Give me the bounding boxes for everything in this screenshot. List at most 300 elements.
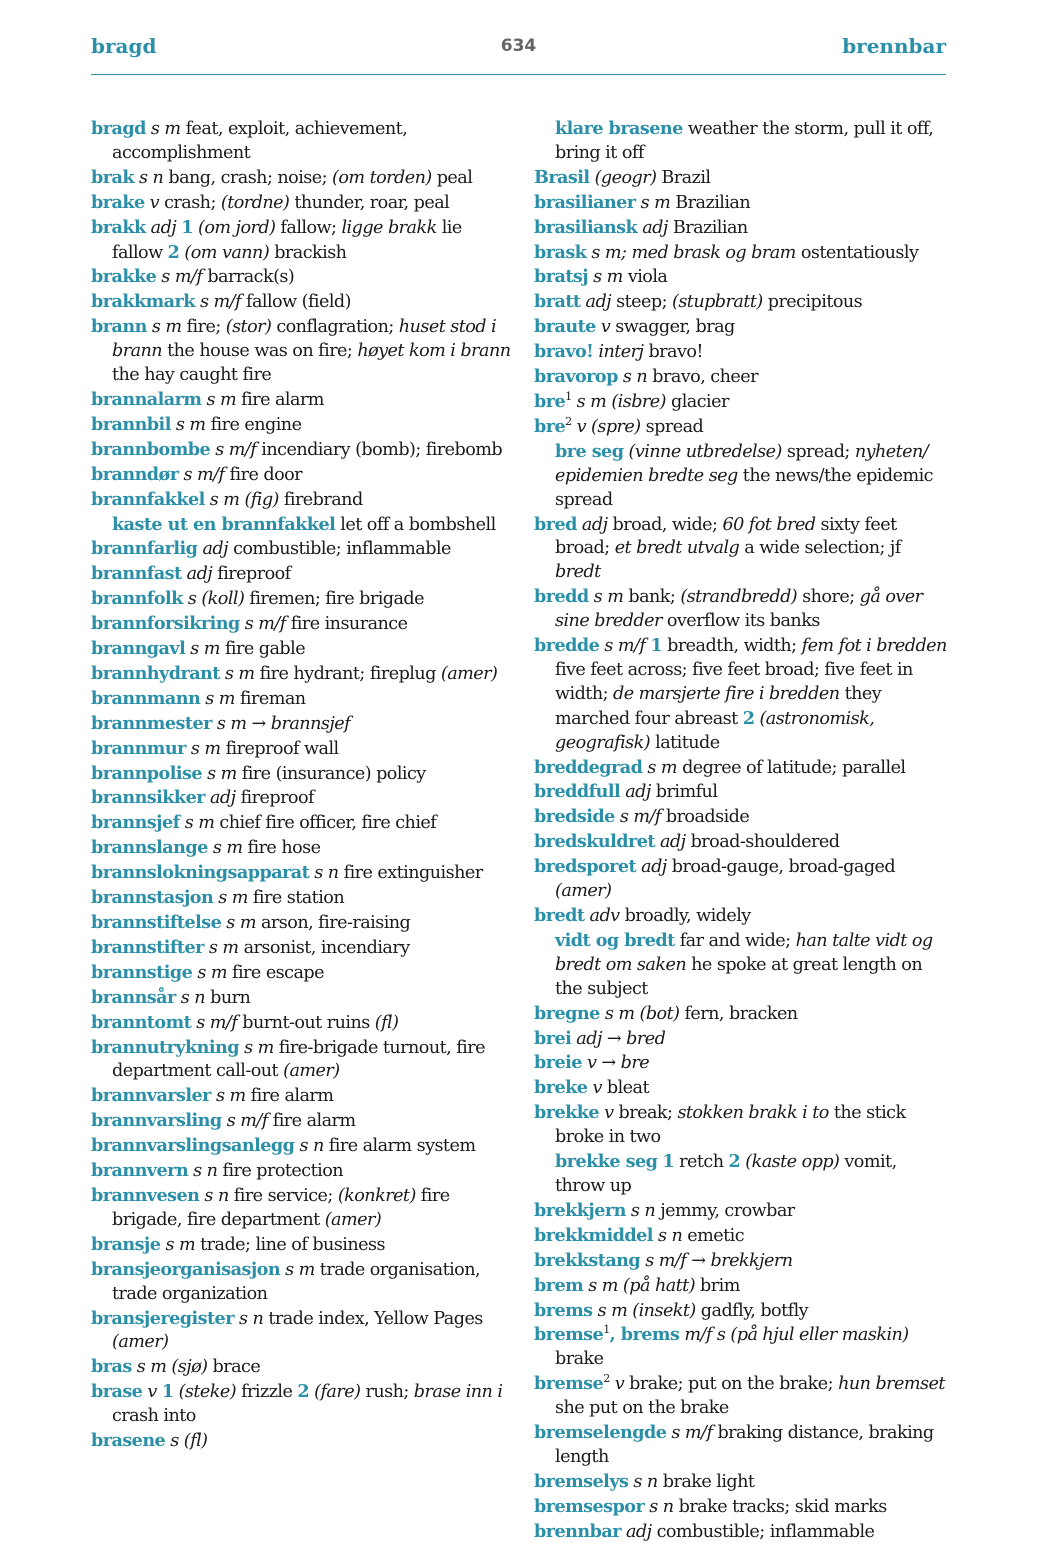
grammar-label: høyet kom i brann [357,341,511,362]
definition-text: burnt-out ruins [237,1012,375,1033]
definition-text: the hay caught fire [112,365,272,386]
grammar-label: s m [218,888,248,909]
grammar-label: s n [139,167,164,188]
definition-text: viola [622,267,668,288]
sub-entry [534,117,948,166]
definition-text: overflow its banks [661,611,820,632]
grammar-label: s n [630,1200,656,1221]
definition-text: steep; [611,292,672,313]
grammar-label: s m/f [671,1423,713,1444]
dictionary-entry [534,1323,948,1372]
sub-entry [91,513,511,538]
grammar-label: adj [625,782,651,803]
headword: brei [534,1027,572,1049]
grammar-label: s m [285,1259,315,1280]
dictionary-entry [91,1159,511,1184]
headword: branndør [91,463,179,485]
definition-text: crash; [159,192,221,213]
grammar-label: s m/f [183,464,225,485]
definition-text: ostentatiously [795,242,919,263]
headword: brekkstang [534,1249,641,1271]
headword: brekkmiddel [534,1224,653,1246]
grammar-label: s m/f [196,1012,238,1033]
headword: branntomt [91,1011,192,1033]
headword: brase [91,1381,143,1403]
dictionary-entry [91,117,511,166]
homograph-number: 2 [565,415,572,429]
grammar-label: adj [150,217,177,238]
dictionary-entry [91,463,511,488]
homograph-number: 1 [603,1323,610,1337]
grammar-label: gå over sine bredder [555,587,923,632]
dictionary-entry [91,537,511,562]
grammar-label: s n [204,1185,229,1206]
sense-number: 2 [742,707,755,729]
headword: branngavl [91,638,186,660]
grammar-label: adj [641,857,667,878]
grammar-label: s m [647,757,678,778]
headword: brannalarm [91,388,202,410]
grammar-label: v [604,1103,614,1124]
definition-text: swagger, brag [610,317,735,338]
headword: bravo! [534,341,594,363]
definition-text: spread; [781,441,855,462]
dictionary-entry [91,986,511,1011]
grammar-label: v [147,1382,157,1403]
definition-text: the stick broke in two [555,1103,906,1148]
dictionary-entry [534,415,948,440]
grammar-label: (amer) [555,881,612,902]
headword: brannslokningsapparat [91,862,310,884]
dictionary-entry [91,612,511,637]
dictionary-entry [91,637,511,662]
headword: brem [534,1274,584,1296]
headword: bremse [534,1373,604,1395]
dictionary-entry [91,712,511,737]
definition-text: crash into [112,1406,196,1427]
grammar-label: (om torden) [332,167,432,188]
sense-number: 2 [167,241,180,263]
definition-text: fire extinguisher [338,863,483,884]
dictionary-entry [91,1134,511,1159]
definition-text: fireproof [235,788,314,809]
grammar-label: stokken brakk i to [677,1103,829,1124]
right-column [534,117,948,1545]
dictionary-entry [534,1421,948,1470]
sense-number: 2 [297,1381,310,1403]
grammar-label: de marsjerte fire i bredden [613,683,840,704]
headword: breddfull [534,781,621,803]
grammar-label: s m [190,639,220,660]
headword: brannvarslingsanlegg [91,1135,295,1157]
dictionary-entry [534,1520,948,1545]
dictionary-entry [91,1355,511,1380]
headword: bregne [534,1002,600,1024]
headword: vidt og bredt [555,929,675,951]
dictionary-entry [534,585,948,634]
headword: brake [91,191,145,213]
headword: bravorop [534,366,618,388]
definition-text: barrack(s) [202,267,295,288]
grammar-label: v [586,1053,597,1074]
headword: bredde [534,635,600,657]
definition-text: fire alarm system [323,1136,476,1157]
definition-text: shore; [797,587,860,608]
grammar-label: adv [589,906,620,926]
definition-text: fire escape [226,962,324,983]
headword: brannvarsler [91,1085,211,1107]
grammar-label: m/f s (på hjul eller maskin) [684,1325,909,1346]
grammar-label: nyheten/ epidemien bredte seg [555,441,929,486]
sub-entry [534,929,948,1002]
dictionary-entry [91,1036,511,1085]
dictionary-entry [91,836,511,861]
grammar-label: s m [207,763,237,784]
grammar-label: v [614,1374,625,1395]
grammar-label: (kaste opp) [745,1152,840,1173]
headword: brann [91,316,147,338]
headword: bremselengde [534,1422,667,1444]
dictionary-entry [91,438,511,463]
definition-text: broad-gauge, broad-gaged [666,857,896,878]
grammar-label: s m [212,838,243,859]
grammar-label: s m/f [226,1111,268,1132]
headword: bransje [91,1233,161,1255]
grammar-label: s m [224,663,255,684]
grammar-label: s m [150,119,181,139]
headword: breddegrad [534,756,643,778]
headword: brask [534,241,587,263]
dictionary-entry [91,562,511,587]
definition-text: combustible; inflammable [651,1521,875,1542]
dictionary-entry [91,388,511,413]
grammar-label: s m [165,1234,196,1255]
grammar-label: (geogr) [594,167,657,188]
definition-text: bravo, cheer [647,367,758,388]
dictionary-entry [534,513,948,586]
dictionary-entry [534,1299,948,1324]
grammar-label: 60 fot bred [722,514,816,535]
dictionary-entry [91,1184,511,1233]
definition-text: fire door [224,464,303,485]
page-header [91,30,946,75]
grammar-label: s m/f [604,636,646,657]
headword: bras [91,1356,132,1378]
headword: brannmester [91,712,212,734]
dictionary-entry [91,290,511,315]
grammar-label: s m [208,937,239,958]
headword: brannvesen [91,1184,200,1206]
grammar-label: bred [626,1028,666,1049]
headword: brannsjef [91,812,180,834]
dictionary-entry [534,1002,948,1027]
definition-text: braking distance, braking length [555,1423,934,1467]
definition-text: fire service; [228,1185,338,1206]
dictionary-entry [534,390,948,415]
dictionary-entry [534,1199,948,1224]
grammar-label: s m [226,913,256,933]
dictionary-entry [534,265,948,290]
definition-text: let off a bombshell [335,514,496,535]
dictionary-entry [91,762,511,787]
grammar-label: adj [209,788,236,809]
headword: , brems [609,1324,680,1346]
definition-text: brake light [657,1471,755,1492]
headword: bred [534,513,577,535]
grammar-label: (amer) [112,1332,169,1353]
definition-text: → [686,1250,711,1271]
grammar-label: (stor) [225,317,272,338]
grammar-label: adj [581,514,608,535]
definition-text: jemmy, crowbar [655,1200,795,1221]
headword: brannslange [91,837,208,859]
dictionary-entry [534,1274,948,1299]
headword: bragd [91,118,146,139]
definition-text: spread [640,416,704,437]
dictionary-entry [534,634,948,756]
definition-text: bravo! [643,342,703,363]
definition-text: he spoke at great length on the subject [555,954,923,999]
headword: brannbil [91,413,171,435]
definition-text: fireproof wall [220,738,339,759]
dictionary-entry [91,1109,511,1134]
definition-text: fire protection [217,1161,344,1182]
dictionary-entry [534,290,948,315]
definition-text: brim [695,1275,740,1296]
grammar-label: s m/f [244,614,286,635]
dictionary-entry [534,756,948,781]
sense-number: 1 [181,216,193,238]
grammar-label: s m (sjø) [136,1357,208,1378]
grammar-label: s n [649,1496,674,1517]
dictionary-entry [91,886,511,911]
grammar-label: s n [238,1308,264,1329]
grammar-label: s m (isbre) [576,391,666,412]
headword: bransjeregister [91,1307,234,1329]
dictionary-entry [91,737,511,762]
grammar-label: s n [299,1136,324,1157]
definition-text: five feet across; five feet broad; five feet in width; [555,659,913,704]
grammar-label: (amer) [440,663,498,684]
definition-text: burn [205,987,251,1008]
definition-text: conflagration; [271,317,399,338]
headword: brannstasjon [91,887,214,909]
definition-text: feat, exploit, achievement, accomplishment [112,119,408,163]
headword: brannstiftelse [91,912,222,933]
grammar-label: brekkjern [710,1250,793,1271]
definition-text: fire brigade, fire department [112,1185,450,1230]
headword: brannfast [91,563,182,585]
definition-text: fire station [247,888,345,909]
headword: bremsespor [534,1495,645,1517]
sense-number: 1 [161,1381,174,1403]
headword: breke [534,1077,588,1099]
definition-text: fire (insurance) policy [236,763,426,784]
headword: bredside [534,806,615,828]
dictionary-entry [91,1011,511,1036]
headword: bremse [534,1324,604,1346]
definition-text: retch [674,1152,729,1173]
definition-text: trade; line of business [195,1234,385,1255]
headword: brekke [534,1102,600,1124]
headword: bremselys [534,1470,629,1492]
headword: brannforsikring [91,613,240,635]
dictionary-entry [91,216,511,266]
dictionary-entry [534,1372,948,1421]
definition-text: trade index, Yellow Pages [263,1308,483,1329]
headword: brannutrykning [91,1036,240,1058]
sub-entry [534,1150,948,1199]
headword: braute [534,316,596,338]
grammar-label: et bredt utvalg [614,538,740,559]
headword: brannvarsling [91,1110,222,1132]
dictionary-entry [91,1429,511,1454]
definition-text: incendiary (bomb); firebomb [256,439,503,460]
left-column [91,117,511,1454]
headword: kaste ut en brannfakkel [112,513,336,535]
definition-text: fire engine [205,414,302,435]
definition-text: fire hydrant; fireplug [254,663,441,684]
definition-text: → [596,1053,621,1074]
headword: brakk [91,216,146,238]
grammar-label: s m/f [645,1250,687,1271]
dictionary-entry [91,911,511,936]
grammar-label: adj [625,1521,652,1542]
grammar-label: s m [640,192,671,213]
definition-text: sixty feet broad; [555,514,897,559]
definition-text: Brazil [656,167,711,188]
grammar-label: s n [193,1161,218,1182]
definition-text: bleat [601,1078,649,1099]
headword: brasene [91,1430,166,1452]
definition-text: a wide selection; jf [739,538,901,559]
grammar-label: s m [593,587,624,608]
headword: brekkjern [534,1199,626,1221]
grammar-label: s m/f [215,439,257,460]
definition-text: broadly, widely [619,906,751,926]
grammar-label: v (spre) [576,416,641,437]
sub-entry [534,440,948,513]
definition-text: she put on the brake [555,1398,729,1419]
grammar-label: s n [657,1225,683,1246]
grammar-label: adj [576,1028,602,1049]
dictionary-entry [534,365,948,390]
grammar-label: (steke) [178,1382,237,1403]
headword: brannfolk [91,588,183,610]
headword: brannstige [91,961,193,983]
grammar-label: (konkret) [337,1185,416,1206]
definition-text: fire alarm [245,1086,334,1107]
headword: bre [534,390,566,412]
dictionary-entry [91,265,511,290]
definition-text: → [246,713,271,734]
headword: brannfarlig [91,538,198,560]
definition-text: Brazilian [667,217,748,238]
headword: bratsj [534,266,589,288]
headword: brennbar [534,1520,621,1542]
definition-text: lie fallow [112,217,462,263]
dictionary-entry [91,1380,511,1429]
headword: brasiliansk [534,216,638,238]
definition-text: glacier [665,391,729,412]
grammar-label: (tordne) [220,192,290,213]
definition-text: fire insurance [285,614,408,635]
dictionary-entry [91,961,511,986]
grammar-label: s m (insekt) [597,1300,696,1321]
headword: brannfakkel [91,488,205,510]
grammar-label: s m [175,414,206,435]
grammar-label: (om jord) [198,217,276,238]
definition-text: fallow (field) [240,292,351,313]
dictionary-entry [91,413,511,438]
headword: bredsporet [534,856,637,878]
definition-text: brake tracks; skid marks [673,1496,887,1517]
grammar-label: adj [585,292,612,313]
grammar-label: han talte vidt og bredt om saken [555,930,933,975]
dictionary-entry [534,780,948,805]
grammar-label: s (fl) [170,1431,208,1452]
definition-text: the news/the epidemic spread [555,465,933,510]
dictionary-entry [534,855,948,904]
definition-text: brace [207,1357,261,1378]
grammar-label: s m [206,389,237,410]
headword: brannsår [91,986,176,1008]
dictionary-entry [91,861,511,886]
definition-text: fallow; [275,217,342,238]
headword: brannpolise [91,762,203,784]
grammar-label: s n [633,1471,658,1492]
definition-text: brake; put on the brake; [624,1374,839,1395]
headword: brak [91,166,134,188]
grammar-label: s m [205,688,235,709]
grammar-label: (vinne utbredelse) [628,441,782,462]
grammar-label: s m/f [161,267,203,288]
headword: brannvern [91,1160,189,1182]
headword: brannmur [91,737,186,759]
grammar-label: s m (bot) [604,1003,680,1024]
headword: klare brasene [555,118,683,139]
grammar-label: v [592,1078,602,1099]
grammar-label: (amer) [283,1061,340,1082]
grammar-label: brase inn i [413,1382,503,1403]
grammar-label: (stupbratt) [672,292,763,313]
definition-text: brake [555,1349,604,1370]
definition-text: emetic [682,1225,745,1246]
dictionary-entry [534,1224,948,1249]
definition-text: bang, crash; noise; [163,167,333,188]
dictionary-entry [534,315,948,340]
dictionary-entry [534,904,948,929]
headword: brannstifter [91,936,204,958]
grammar-label: brannsjef [270,713,351,734]
definition-text: degree of latitude; parallel [677,757,906,778]
grammar-label: hun bremset [838,1374,945,1395]
grammar-label: s n [180,987,206,1008]
headword: brakkmark [91,291,195,313]
definition-text: arson, fire-raising [255,913,411,933]
definition-text: trade organisation, trade organization [112,1259,481,1304]
headword: brasilianer [534,191,636,213]
sense-number: 1 [662,1151,675,1173]
dictionary-entry [534,166,948,191]
grammar-label: s m [184,813,215,834]
grammar-label: s m (fig) [209,489,279,510]
definition-text: latitude [650,732,720,753]
grammar-label: (amer) [324,1209,382,1230]
grammar-label: s n [622,367,648,388]
grammar-label: bredt [555,562,601,583]
definition-text: combustible; inflammable [228,539,451,560]
